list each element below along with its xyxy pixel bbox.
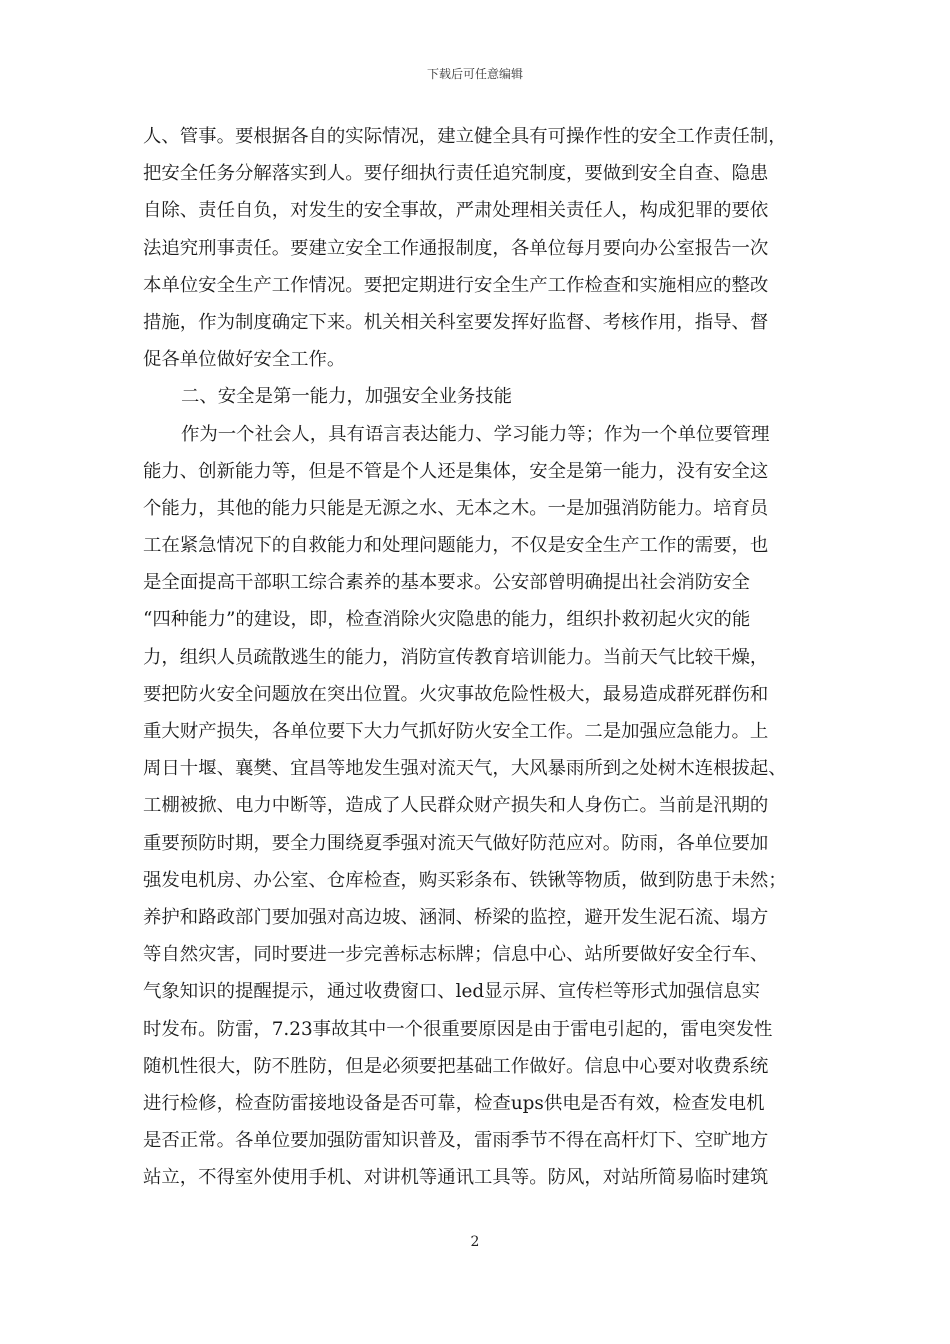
section-heading: 二、安全是第一能力，加强安全业务技能 [181,386,513,408]
text-line: 把安全任务分解落实到人。要仔细执行责任追究制度，要做到安全自查、隐患 [143,163,769,185]
text-line: 作为一个社会人，具有语言表达能力、学习能力等；作为一个单位要管理 [181,423,770,445]
text-line: 时发布。防雷，7.23事故其中一个很重要原因是由于雷电引起的，雷电突发性 [143,1018,773,1040]
text-line: 措施，作为制度确定下来。机关相关科室要发挥好监督、考核作用，指导、督 [143,311,769,333]
text-line: 促各单位做好安全工作。 [143,349,346,371]
text-line: 气象知识的提醒提示，通过收费窗口、led显示屏、宣传栏等形式加强信息实 [143,981,761,1003]
text-line: 重要预防时期，要全力围绕夏季强对流天气做好防范应对。防雨，各单位要加 [143,832,769,854]
text-line: 重大财产损失，各单位要下大力气抓好防火安全工作。二是加强应急能力。上 [143,721,769,742]
text-line: 进行检修，检查防雷接地设备是否可靠，检查ups供电是否有效，检查发电机 [143,1092,765,1114]
text-line: 要把防火安全问题放在突出位置。火灾事故危险性极大，最易造成群死群伤和 [143,683,769,705]
text-line: 力，组织人员疏散逃生的能力，消防宣传教育培训能力。当前天气比较干燥， [143,646,769,668]
text-line: 能力、创新能力等，但是不管是个人还是集体，安全是第一能力，没有安全这 [143,460,769,482]
text-line: 人、管事。要根据各自的实际情况，建立健全具有可操作性的安全工作责任制， [143,126,787,147]
page-number: 2 [470,1234,480,1250]
text-line: 养护和路政部门要加强对高边坡、涵洞、桥梁的监控，避开发生泥石流、塌方 [143,906,769,928]
text-line: 本单位安全生产工作情况。要把定期进行安全生产工作检查和实施相应的整改 [143,274,769,296]
text-line: 是否正常。各单位要加强防雷知识普及，雷雨季节不得在高杆灯下、空旷地方 [143,1130,769,1152]
document-body [143,118,810,1196]
text-line: 个能力，其他的能力只能是无源之水、无本之木。一是加强消防能力。培育员 [143,497,769,519]
text-line: 随机性很大，防不胜防，但是必须要把基础工作做好。信息中心要对收费系统 [143,1055,769,1077]
page-header: 下载后可任意编辑 [426,67,523,81]
text-line: 强发电机房、办公室、仓库检查，购买彩条布、铁锹等物质，做到防患于未然； [143,869,787,891]
text-line: 法追究刑事责任。要建立安全工作通报制度，各单位每月要向办公室报告一次 [143,237,769,259]
text-line: “四种能力”的建设，即，检查消除火灾隐患的能力，组织扑救初起火灾的能 [143,609,751,631]
text-line: 站立，不得室外使用手机、对讲机等通讯工具等。防风，对站所简易临时建筑 [143,1167,769,1189]
text-line: 等自然灾害，同时要进一步完善标志标牌；信息中心、站所要做好安全行车、 [143,944,769,966]
text-line: 工在紧急情况下的自救能力和处理问题能力，不仅是安全生产工作的需要，也 [143,535,769,557]
text-line: 周日十堰、襄樊、宜昌等地发生强对流天气，大风暴雨所到之处树木连根拔起、 [143,758,787,780]
text-line: 工棚被掀、电力中断等，造成了人民群众财产损失和人身伤亡。当前是汛期的 [143,795,769,817]
text-line: 自除、责任自负，对发生的安全事故，严肃处理相关责任人，构成犯罪的要依 [143,200,769,222]
text-line: 是全面提高干部职工综合素养的基本要求。公安部曾明确提出社会消防安全 [143,572,750,594]
